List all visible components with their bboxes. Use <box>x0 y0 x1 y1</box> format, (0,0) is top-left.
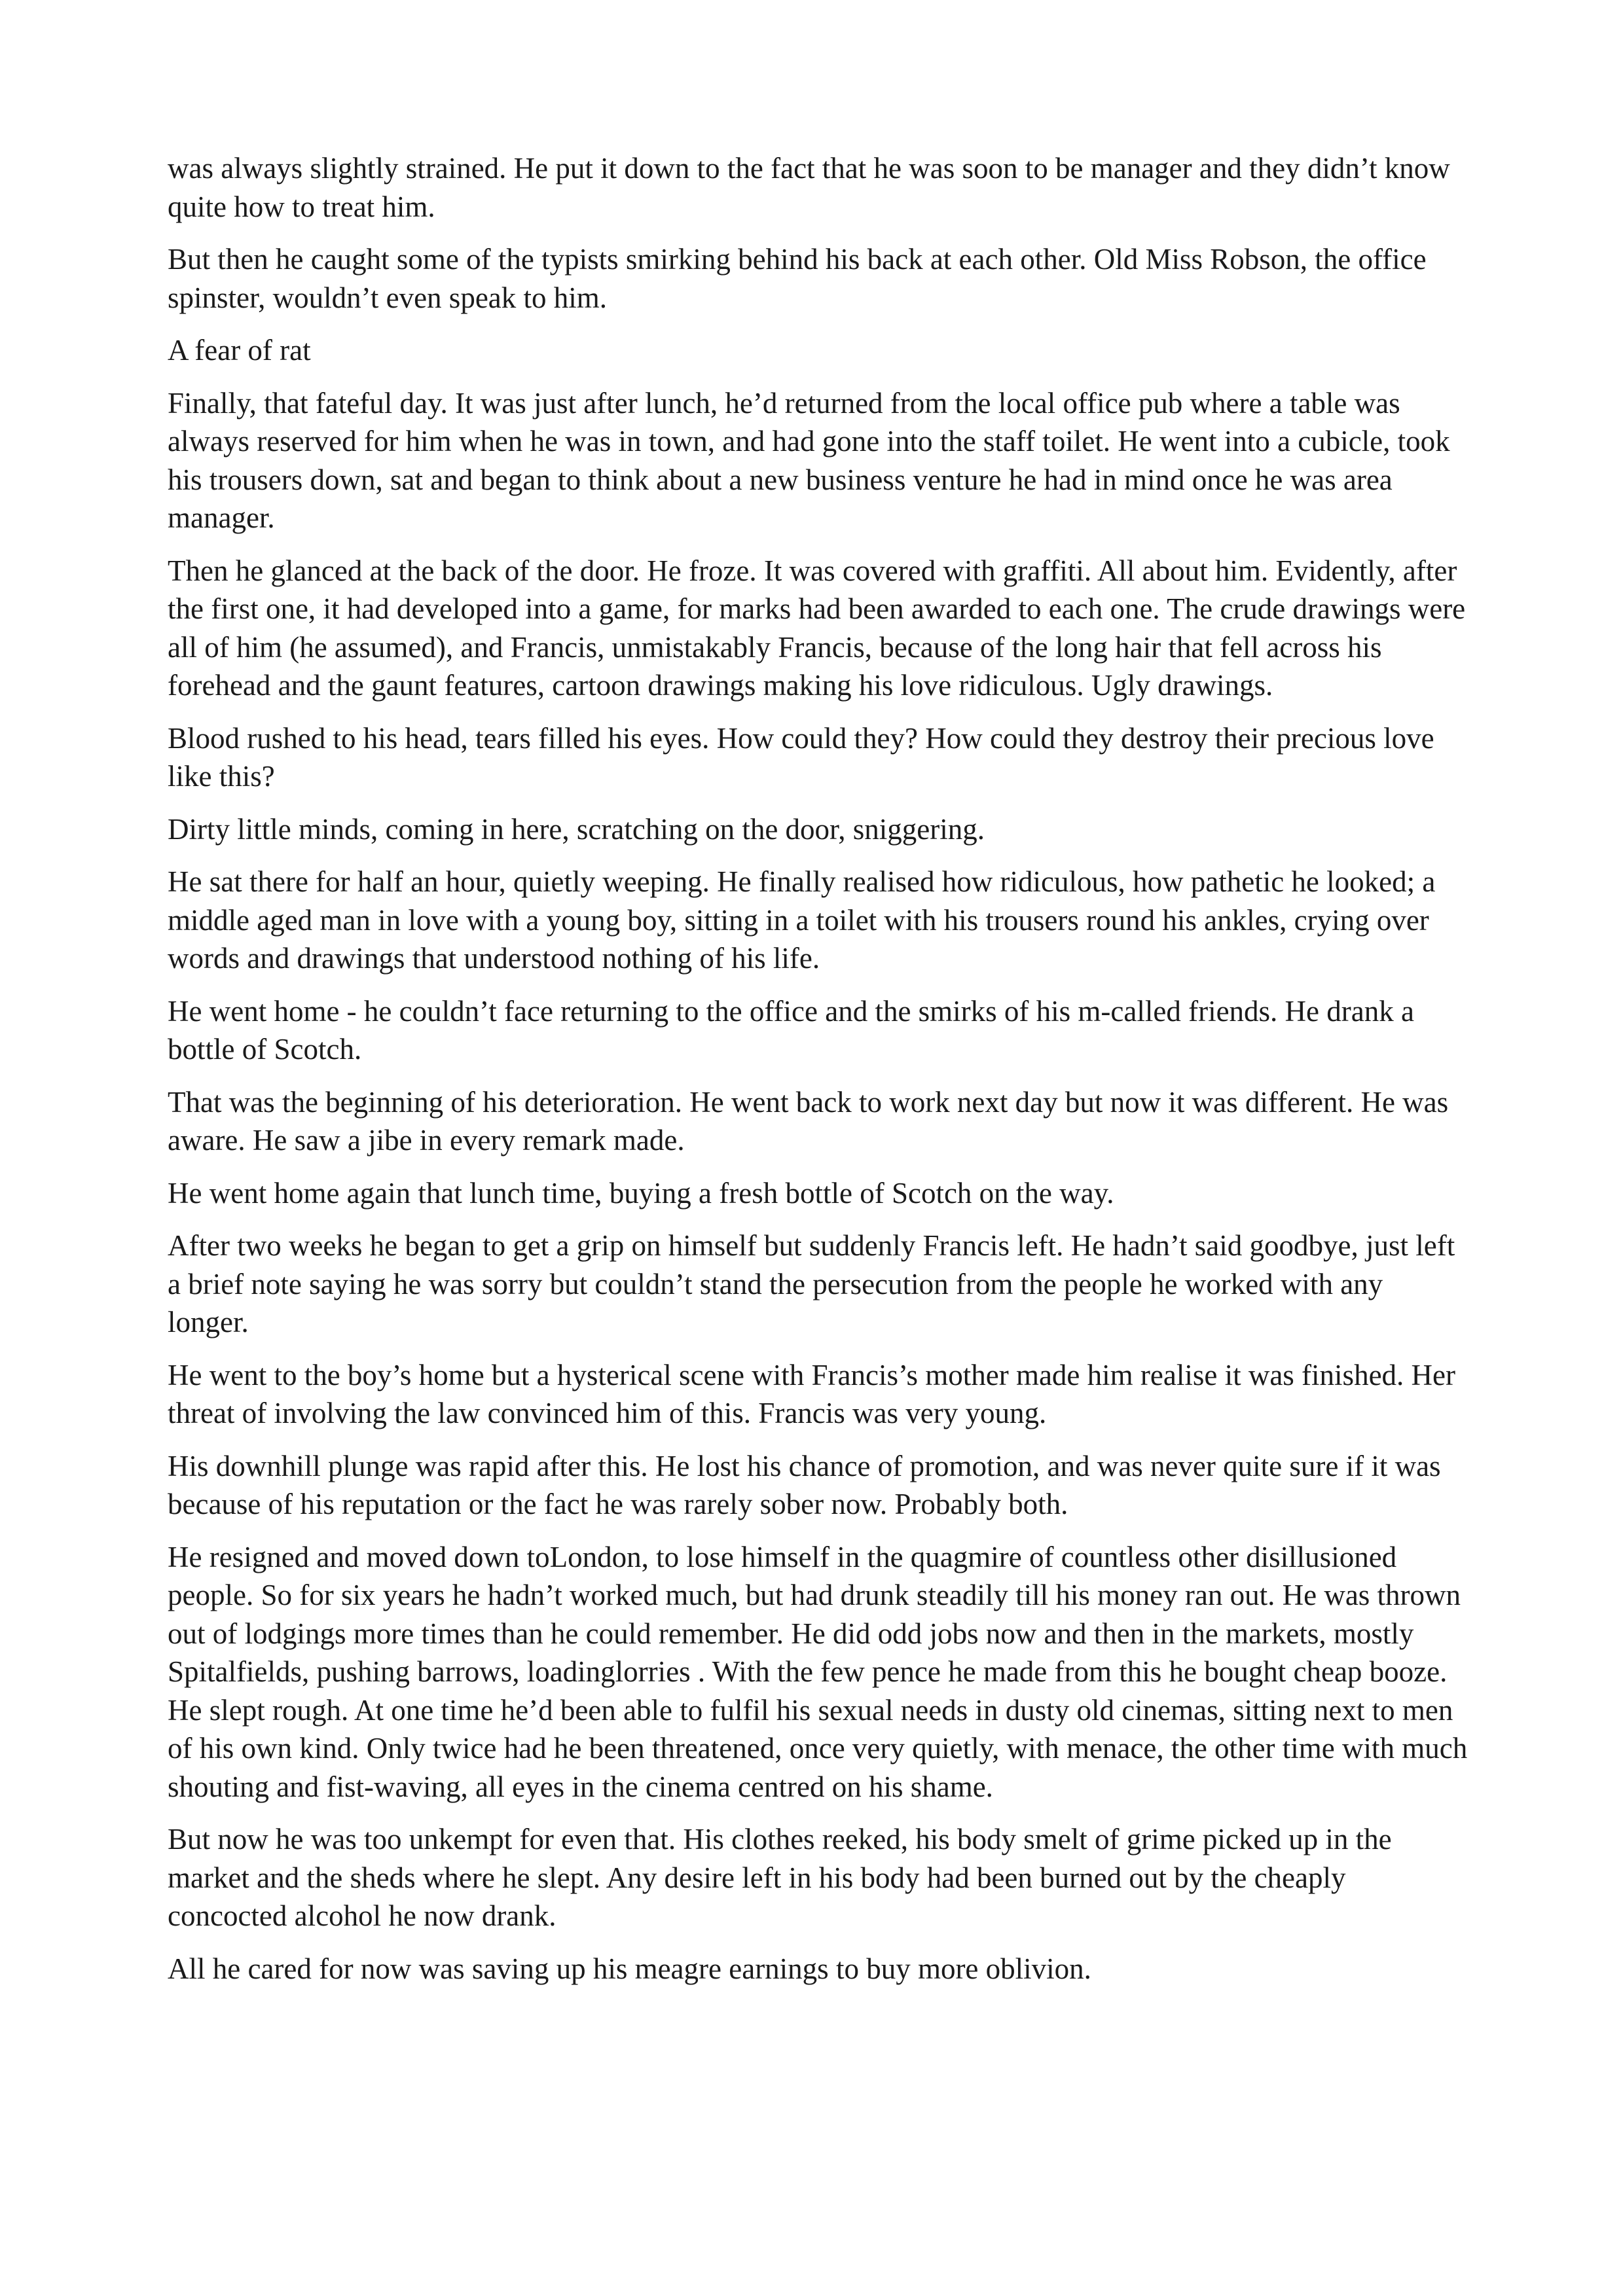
paragraph-1: was always slightly strained. He put it down to the fact that he was soon to be manager and they didn’t know quite how to treat him. <box>168 152 1450 223</box>
paragraph-12: After two weeks he began to get a grip on himself but suddenly Francis left. He hadn’t said goodbye, just left a brief note saying he was sorry but couldn’t stand the persecution from the people he worked with any longer. <box>168 1229 1455 1338</box>
paragraph-2: But then he caught some of the typists smirking behind his back at each other. Old Miss Robson, the office spinster, wouldn’t even speak to him. <box>168 243 1427 314</box>
paragraph-14: His downhill plunge was rapid after this. He lost his chance of promotion, and was never quite sure if it was because of his reputation or the fact he was rarely sober now. Probably both. <box>168 1449 1441 1520</box>
paragraph-3: A fear of rat <box>168 334 311 367</box>
paragraph-17: All he cared for now was saving up his meagre earnings to buy more oblivion. <box>168 1952 1091 1985</box>
paragraph-10: That was the beginning of his deterioration. He went back to work next day but now it was different. He was aware. He saw a jibe in every remark made. <box>168 1085 1449 1157</box>
document-body <box>168 149 1470 2002</box>
paragraph-8: He sat there for half an hour, quietly weeping. He finally realised how ridiculous, how pathetic he looked; a middle aged man in love with a young boy, sitting in a toilet with his trousers round his ankles, crying over words and drawings that understood nothing of his life. <box>168 865 1436 975</box>
paragraph-6: Blood rushed to his head, tears filled his eyes. How could they? How could they destroy their precious love like this? <box>168 721 1434 793</box>
paragraph-13: He went to the boy’s home but a hysterical scene with Francis’s mother made him realise it was finished. Her threat of involving the law convinced him of this. Francis was very young. <box>168 1358 1455 1429</box>
paragraph-11: He went home again that lunch time, buying a fresh bottle of Scotch on the way. <box>168 1176 1114 1210</box>
paragraph-5: Then he glanced at the back of the door. He froze. It was covered with graffiti. All about him. Evidently, after the first one, it had developed into a game, for marks had been awarded to each one. The crude drawings were all of him (he assumed), and Francis, unmistakably Francis, because of the long hair that fell across his forehead and the gaunt features, cartoon drawings making his love ridiculous. Ugly drawings. <box>168 554 1466 702</box>
paragraph-15: He resigned and moved down toLondon, to lose himself in the quagmire of countless other disillusioned people. So for six years he hadn’t worked much, but had drunk steadily till his money ran out. He was thrown out of lodgings more times than he could remember. He did odd jobs now and then in the markets, mostly Spitalfields, pushing barrows, loadinglorries . With the few pence he made from this he bought cheap booze. He slept rough. At one time he’d been able to fulfil his sexual needs in dusty old cinemas, sitting next to men of his own kind. Only twice had he been threatened, once very quietly, with menace, the other time with much shouting and fist-waving, all eyes in the cinema centred on his shame. <box>168 1540 1468 1803</box>
paragraph-9: He went home - he couldn’t face returning to the office and the smirks of his m-called friends. He drank a bottle of Scotch. <box>168 994 1414 1066</box>
paragraph-16: But now he was too unkempt for even that. His clothes reeked, his body smelt of grime picked up in the market and the sheds where he slept. Any desire left in his body had been burned out by the cheaply concocted alcohol he now drank. <box>168 1823 1392 1932</box>
paragraph-7: Dirty little minds, coming in here, scratching on the door, sniggering. <box>168 812 985 846</box>
paragraph-4: Finally, that fateful day. It was just after lunch, he’d returned from the local office pub where a table was always reserved for him when he was in town, and had gone into the staff toilet. He went into a cubicle, took his trousers down, sat and began to think about a new business venture he had in mind once he was area manager. <box>168 386 1450 534</box>
